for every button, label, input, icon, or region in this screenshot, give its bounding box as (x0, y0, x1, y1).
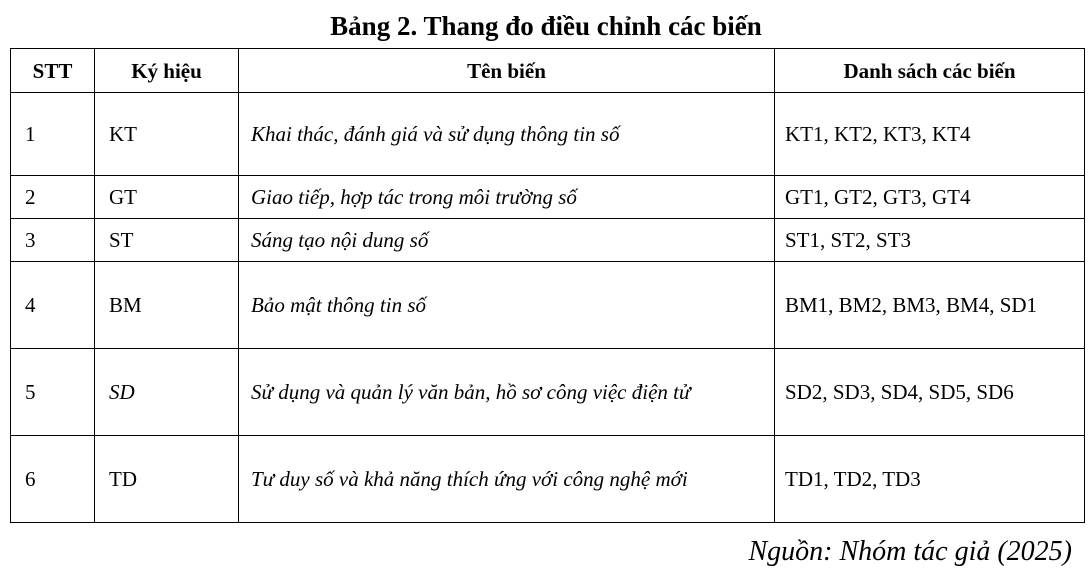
cell-ky-hieu: GT (95, 176, 239, 219)
cell-danh-sach: ST1, ST2, ST3 (775, 219, 1085, 262)
header-stt: STT (11, 49, 95, 93)
cell-ky-hieu: SD (95, 349, 239, 436)
table-title: Bảng 2. Thang đo điều chỉnh các biến (330, 11, 762, 41)
cell-ky-hieu: BM (95, 262, 239, 349)
cell-danh-sach: TD1, TD2, TD3 (775, 436, 1085, 523)
cell-ky-hieu: KT (95, 93, 239, 176)
cell-stt: 3 (11, 219, 95, 262)
table-row (11, 436, 1085, 523)
cell-danh-sach: KT1, KT2, KT3, KT4 (775, 93, 1085, 176)
cell-stt: 4 (11, 262, 95, 349)
table-header-row (11, 49, 1085, 93)
cell-ten-bien: Tư duy số và khả năng thích ứng với công nghệ mới (239, 436, 775, 523)
header-ten-bien: Tên biến (239, 49, 775, 93)
table-row (11, 93, 1085, 176)
source-note: Nguồn: Nhóm tác giả (2025) (748, 536, 1072, 567)
cell-stt: 2 (11, 176, 95, 219)
table-row (11, 219, 1085, 262)
table-row (11, 176, 1085, 219)
cell-ky-hieu: ST (95, 219, 239, 262)
cell-danh-sach: SD2, SD3, SD4, SD5, SD6 (775, 349, 1085, 436)
table-row (11, 262, 1085, 349)
cell-ten-bien: Sáng tạo nội dung số (239, 219, 775, 262)
header-danh-sach: Danh sách các biến (775, 49, 1085, 93)
cell-stt: 6 (11, 436, 95, 523)
header-ky-hieu: Ký hiệu (95, 49, 239, 93)
cell-ten-bien: Giao tiếp, hợp tác trong môi trường số (239, 176, 775, 219)
cell-ten-bien: Bảo mật thông tin số (239, 262, 775, 349)
cell-stt: 5 (11, 349, 95, 436)
cell-ten-bien: Khai thác, đánh giá và sử dụng thông tin số (239, 93, 775, 176)
cell-ky-hieu: TD (95, 436, 239, 523)
table-row (11, 349, 1085, 436)
cell-stt: 1 (11, 93, 95, 176)
cell-danh-sach: GT1, GT2, GT3, GT4 (775, 176, 1085, 219)
cell-danh-sach: BM1, BM2, BM3, BM4, SD1 (775, 262, 1085, 349)
variables-table (10, 48, 1085, 523)
cell-ten-bien: Sử dụng và quản lý văn bản, hồ sơ công việc điện tử (239, 349, 775, 436)
